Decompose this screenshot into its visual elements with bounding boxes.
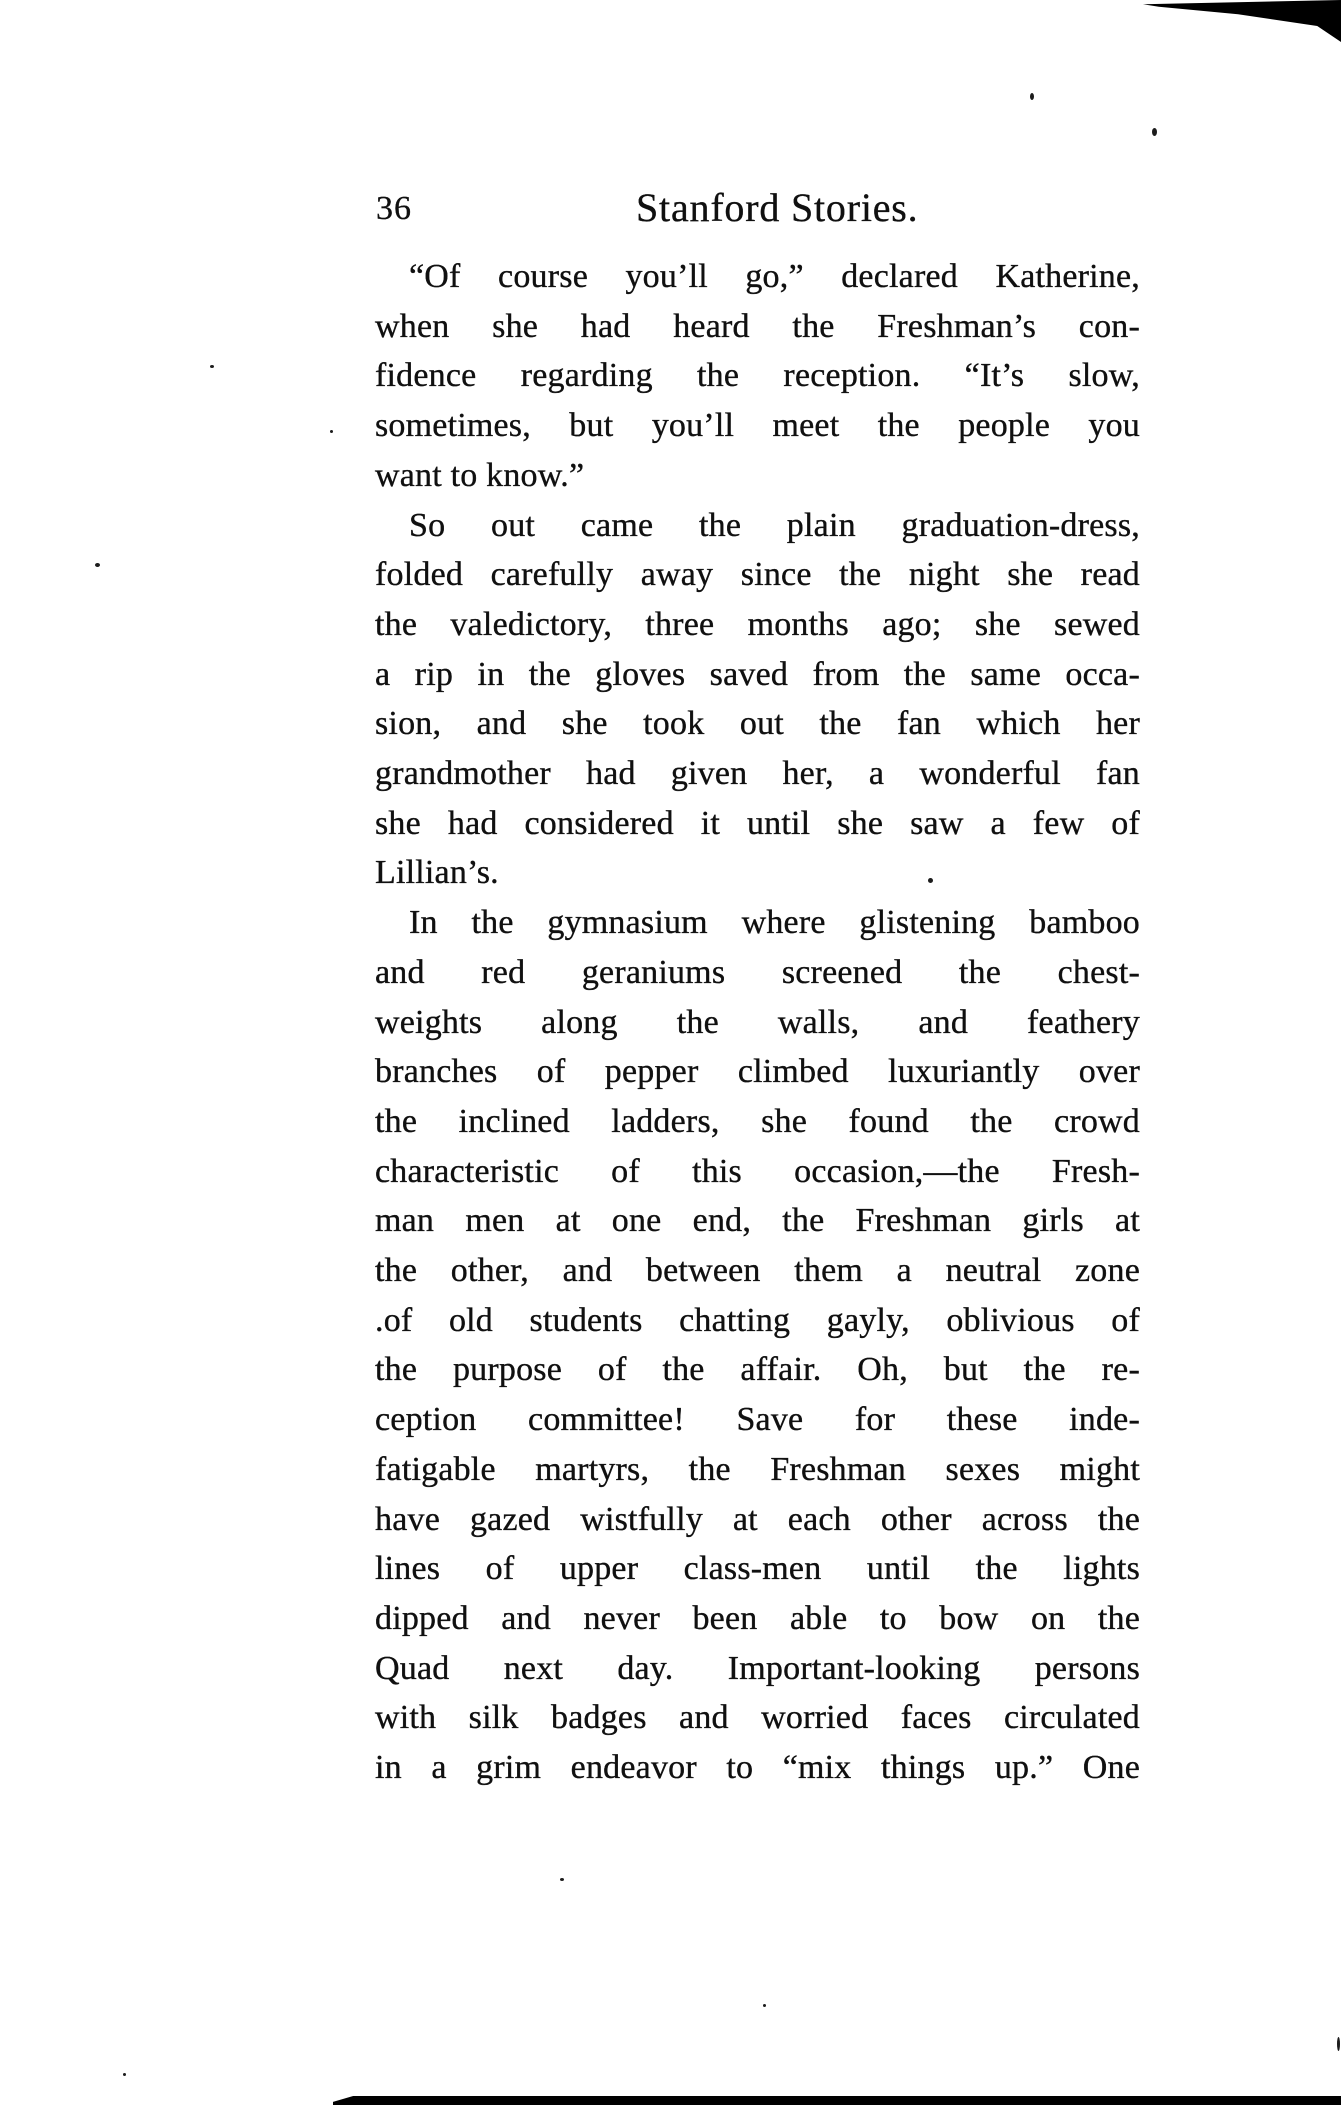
scan-speck [1030, 93, 1034, 100]
text-line: Lillian’s. [375, 854, 499, 892]
text-line: man men at one end, the Freshman girls at [375, 1202, 1140, 1240]
text-line: and red geraniums screened the chest- [375, 953, 1140, 991]
text-line: .of old students chatting gayly, oblivious of [375, 1301, 1140, 1339]
scan-speck [330, 430, 333, 433]
text-line: So out came the plain graduation-dress, [409, 506, 1140, 544]
text-line: the inclined ladders, she found the crowd [375, 1102, 1140, 1140]
scan-speck [123, 2073, 126, 2076]
text-line: Quad next day. Important-looking persons [375, 1649, 1140, 1687]
scan-speck [560, 1878, 564, 1881]
text-line: want to know.” [375, 456, 585, 494]
scan-speck [763, 2004, 766, 2007]
text-line: a rip in the gloves saved from the same occa- [375, 655, 1140, 693]
scan-speck [1152, 128, 1157, 136]
text-line: branches of pepper climbed luxuriantly over [375, 1053, 1140, 1091]
text-line: lines of upper class-men until the lights [375, 1550, 1140, 1588]
text-line: weights along the walls, and feathery [375, 1003, 1140, 1041]
text-line: when she had heard the Freshman’s con- [375, 307, 1140, 345]
text-line: the purpose of the affair. Oh, but the re- [375, 1351, 1140, 1389]
running-header-title: Stanford Stories. [636, 185, 919, 230]
text-line: with silk badges and worried faces circulated [375, 1699, 1140, 1737]
text-line: the valedictory, three months ago; she sewed [375, 605, 1140, 643]
text-line: sion, and she took out the fan which her [375, 705, 1140, 743]
text-line: In the gymnasium where glistening bamboo [409, 904, 1140, 942]
body-text [375, 252, 1140, 1793]
text-line: “Of course you’ll go,” declared Katherine, [409, 258, 1140, 295]
text-line: fidence regarding the reception. “It’s slow, [375, 357, 1140, 395]
text-line: the other, and between them a neutral zone [375, 1252, 1140, 1290]
text-line: have gazed wistfully at each other across the [375, 1500, 1140, 1538]
scan-artifact-bottom-bar [333, 2096, 1341, 2105]
text-line: in a grim endeavor to “mix things up.” One [375, 1749, 1140, 1787]
text-line: fatigable martyrs, the Freshman sexes might [375, 1450, 1140, 1488]
text-line: characteristic of this occasion,—the Fresh- [375, 1152, 1140, 1190]
scan-artifact-top-right [1143, 0, 1341, 42]
text-line: grandmother had given her, a wonderful fan [375, 755, 1140, 793]
text-line: ception committee! Save for these inde- [375, 1401, 1140, 1439]
scan-speck [95, 563, 100, 567]
text-line: she had considered it until she saw a few of [375, 804, 1140, 842]
text-line: folded carefully away since the night she read [375, 556, 1140, 594]
text-line: dipped and never been able to bow on the [375, 1599, 1140, 1637]
text-line: sometimes, but you’ll meet the people you [375, 407, 1140, 445]
scan-speck [1337, 2037, 1340, 2051]
page-number: 36 [376, 190, 412, 227]
scan-speck [210, 365, 214, 368]
scan-speck [928, 878, 933, 883]
